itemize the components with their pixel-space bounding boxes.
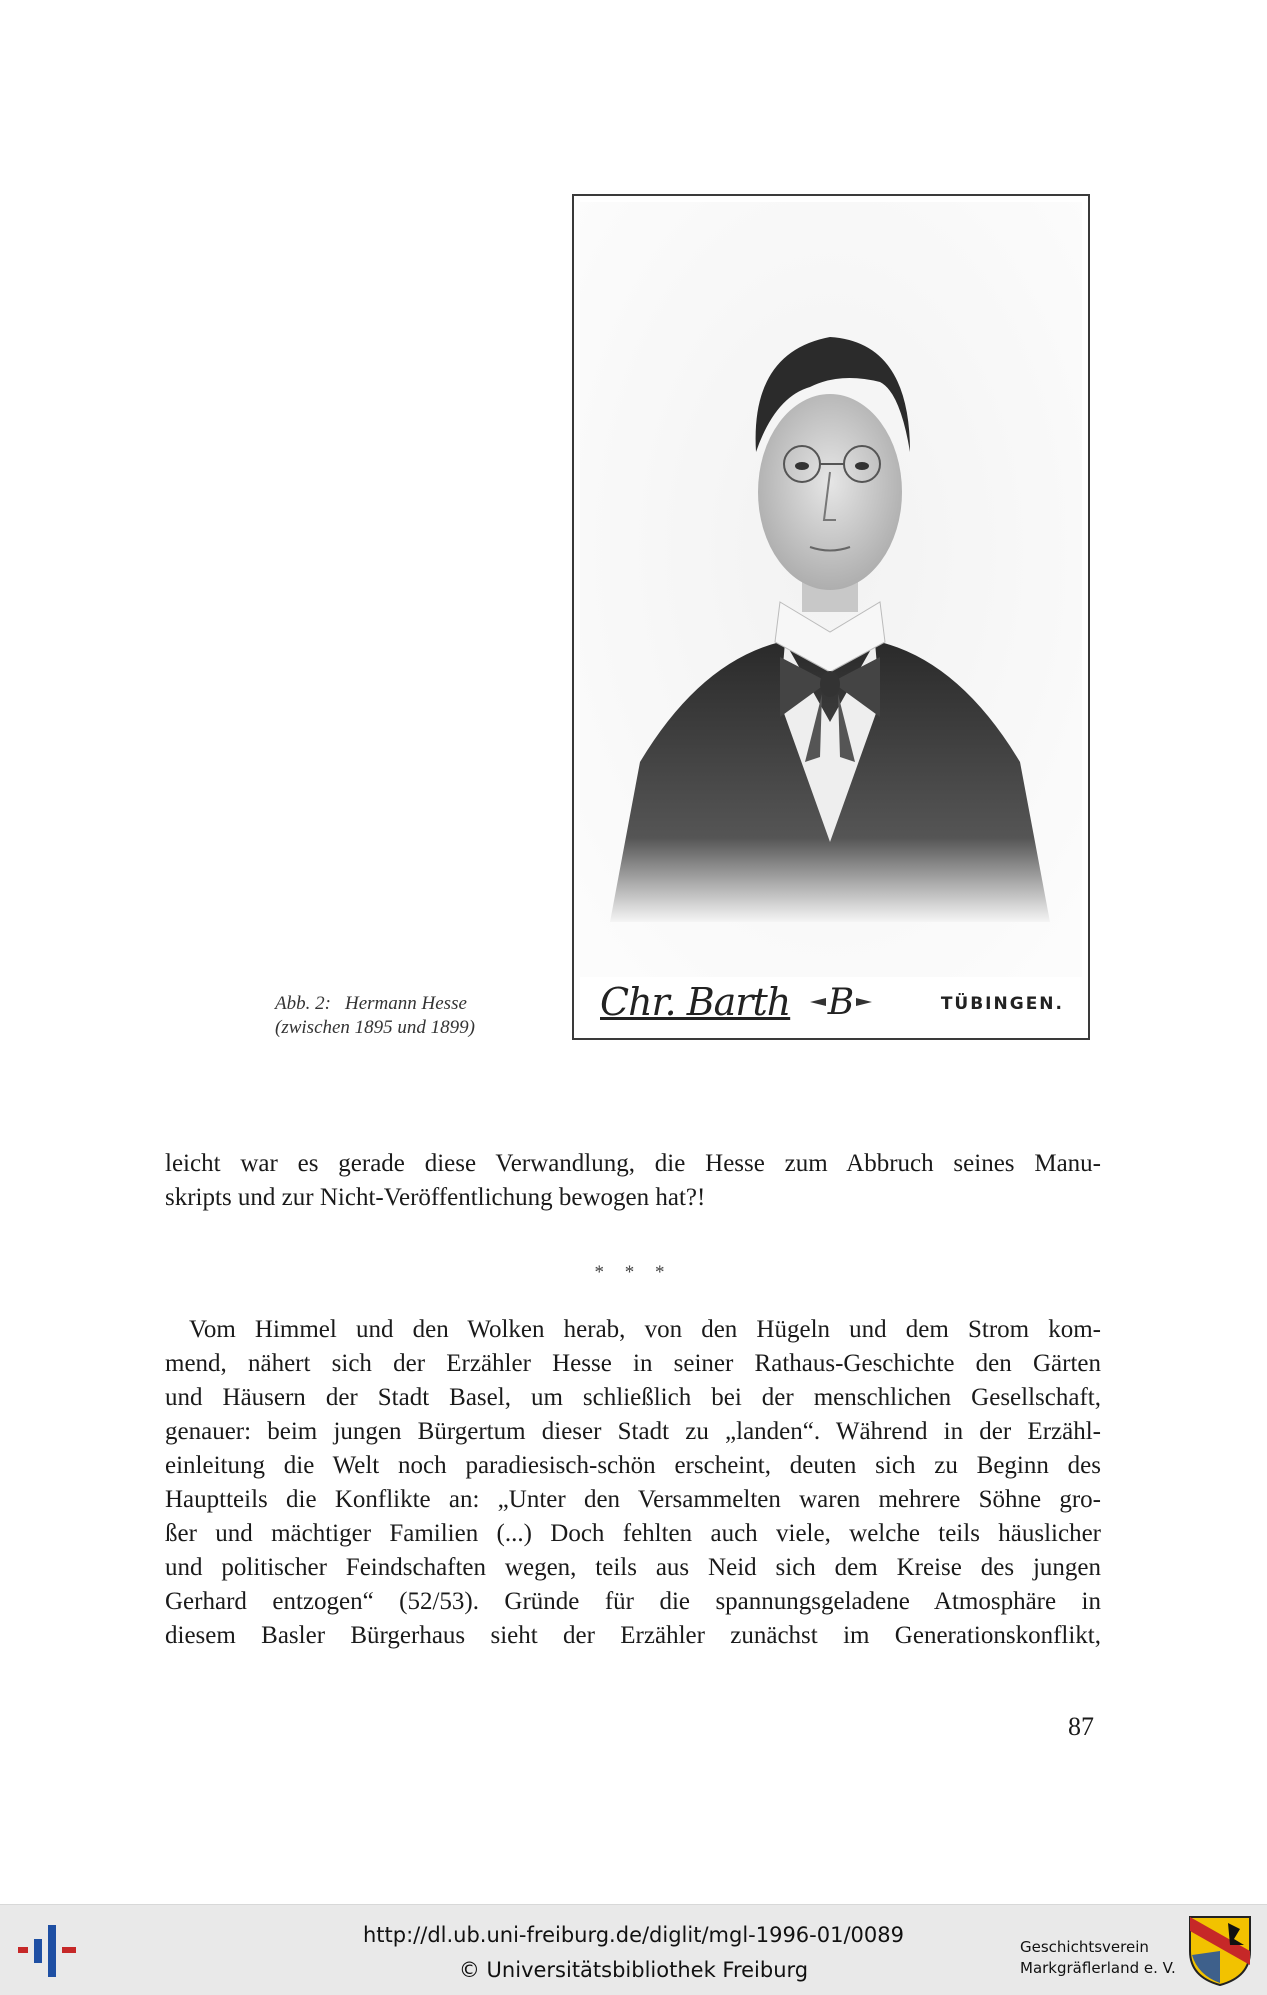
text-line: Gerhard entzogen“ (52/53). Gründe für die spannungsgeladene Atmosphäre in bbox=[165, 1588, 1101, 1615]
svg-text:B: B bbox=[827, 982, 855, 1023]
portrait-illustration bbox=[580, 202, 1082, 977]
text-line: genauer: beim jungen Bürgertum dieser Stadt zu „landen“. Während in der Erzähl- bbox=[165, 1418, 1101, 1445]
text-line: einleitung die Welt noch paradiesisch-schön erscheint, deuten sich zu Beginn des bbox=[165, 1452, 1101, 1479]
text-line: diesem Basler Bürgerhaus sieht der Erzähler zunächst im Generationskonflikt, bbox=[165, 1622, 1101, 1649]
studio-monogram-icon bbox=[806, 976, 876, 1028]
caption-title: Hermann Hesse bbox=[345, 993, 467, 1014]
text-line: skripts und zur Nicht-Veröffentlichung bewogen hat?! bbox=[165, 1184, 706, 1211]
society-name bbox=[1020, 1937, 1176, 1979]
caption-date: (zwischen 1895 und 1899) bbox=[275, 1017, 476, 1038]
text-line: und politischer Feindschaften wegen, teils aus Neid sich dem Kreise des jungen bbox=[165, 1554, 1101, 1581]
paragraph-continuation bbox=[165, 1147, 1101, 1215]
section-separator: * * * bbox=[594, 1262, 673, 1283]
footer-url-link[interactable]: http://dl.ub.uni-freiburg.de/diglit/mgl-1996-01/0089 bbox=[362, 1923, 904, 1947]
society-crest-icon bbox=[1188, 1915, 1252, 1987]
figure-caption bbox=[275, 992, 535, 1040]
society-line-2: Markgräflerland e. V. bbox=[1020, 1959, 1176, 1977]
caption-number: Abb. 2: bbox=[275, 993, 331, 1014]
page-number: 87 bbox=[1068, 1712, 1094, 1741]
studio-name: Chr. Barth bbox=[600, 980, 791, 1024]
text-line: Vom Himmel und den Wolken herab, von den Hügeln und dem Strom kom- bbox=[189, 1316, 1101, 1343]
text-line: Hauptteils die Konflikte an: „Unter den Versammelten waren mehrere Söhne gro- bbox=[165, 1486, 1101, 1513]
paragraph-main bbox=[165, 1313, 1101, 1653]
text-line: leicht war es gerade diese Verwandlung, die Hesse zum Abbruch seines Manu- bbox=[165, 1150, 1101, 1177]
text-line: und Häusern der Stadt Basel, um schließlich bei der menschlichen Gesellschaft, bbox=[165, 1384, 1101, 1411]
footer-bar bbox=[0, 1904, 1267, 1995]
society-line-1: Geschichtsverein bbox=[1020, 1938, 1149, 1956]
portrait-photo bbox=[580, 202, 1082, 977]
portrait-photo-card bbox=[572, 194, 1090, 1040]
footer-copyright: © Universitätsbibliothek Freiburg bbox=[458, 1958, 809, 1982]
caption-line-1 bbox=[275, 992, 535, 1016]
text-line: ßer und mächtiger Familien (...) Doch fehlten auch viele, welche teils häuslicher bbox=[165, 1520, 1101, 1547]
studio-imprint bbox=[584, 980, 1078, 1026]
studio-city: TÜBINGEN. bbox=[940, 994, 1064, 1014]
text-line: mend, nähert sich der Erzähler Hesse in seiner Rathaus-Geschichte den Gärten bbox=[165, 1350, 1101, 1377]
